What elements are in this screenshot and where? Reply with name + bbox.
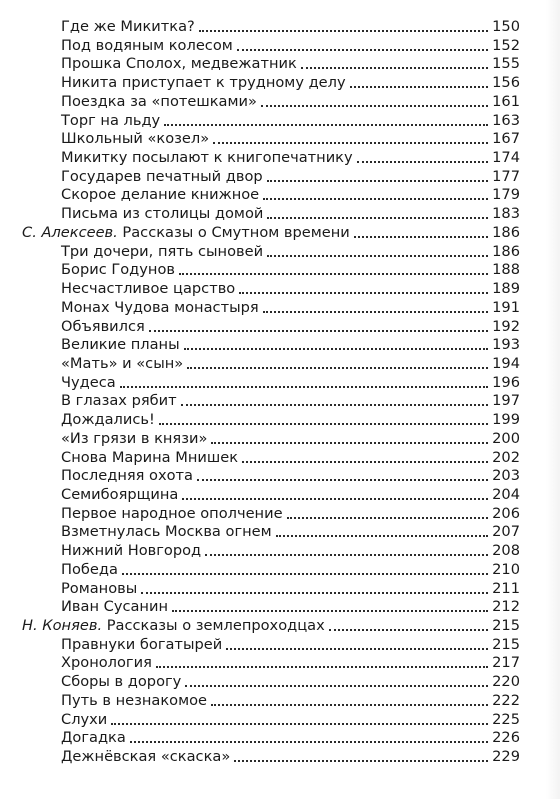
toc-entry-title: Путь в незнакомое [61,691,208,709]
dot-leader [329,629,488,631]
toc-entry [61,17,520,36]
toc-page-number: 193 [492,336,520,354]
toc-page-number: 196 [492,373,520,391]
toc-page-number: 200 [492,429,520,447]
toc-entry-title: Хронология [61,654,152,672]
toc-entry [61,54,520,73]
dot-leader [239,292,488,294]
toc-page-number: 226 [492,729,520,747]
toc-page-number: 191 [492,298,520,316]
toc-entry-title: Иван Сусанин [61,598,169,616]
toc-entry [61,635,520,654]
toc-entry [61,728,520,747]
toc-entry-title: Объявился [61,317,145,335]
toc-entry [61,448,520,467]
toc-entry-title: Романовы [61,579,138,597]
dot-leader [267,255,488,257]
toc-entry [61,597,520,616]
dot-leader [197,479,488,481]
toc-entry [61,541,520,560]
toc-entry [61,242,520,261]
toc-page-number: 207 [492,523,520,541]
toc-entry [61,317,520,336]
dot-leader [181,404,489,406]
dot-leader [267,217,488,219]
dot-leader [237,49,488,51]
toc-entry [61,111,520,130]
toc-entry [61,504,520,523]
dot-leader [205,554,488,556]
toc-entry [61,167,520,186]
toc-entry-title: Нижний Новгород [61,542,202,560]
page-edge-shadow [546,0,560,799]
toc-page-number: 211 [492,579,520,597]
toc-page-number: 174 [492,149,520,167]
dot-leader [187,367,488,369]
toc-entry-title: В глазах рябит [61,392,177,410]
toc-entry [61,335,520,354]
toc-page-number: 186 [492,242,520,260]
toc-page-number: 197 [492,392,520,410]
toc-page-number: 204 [492,486,520,503]
toc-entry-title: Взметнулась Москва огнем [61,523,272,541]
toc-entry-title: Догадка [61,729,126,747]
toc-entry-title: Семибоярщина [61,486,179,503]
toc-page-number: 215 [492,635,520,653]
dot-leader [130,741,488,743]
dot-leader [120,386,488,388]
toc-entry-title: Сборы в дорогу [61,673,182,691]
toc-entry [61,204,520,223]
dot-leader [234,760,488,762]
dot-leader [122,573,488,575]
toc-entry-title: «Из грязи в князи» [61,429,208,447]
dot-leader [242,461,488,463]
toc-page-number: 222 [492,691,520,709]
dot-leader [199,30,488,32]
toc-page-number: 217 [492,654,520,672]
toc-page-number: 161 [492,92,520,110]
toc-section-entry [22,616,520,635]
dot-leader [211,442,488,444]
toc-page-number: 192 [492,317,520,335]
toc-page-number: 212 [492,598,520,616]
toc-entry-title: Монах Чудова монастыря [61,298,259,316]
toc-entry [61,466,520,485]
toc-page-number: 203 [492,467,520,485]
toc-page-number: 177 [492,167,520,185]
toc-entry-title: Где же Микитка? [61,18,195,35]
dot-leader [263,198,488,200]
dot-leader [141,592,488,594]
toc-entry-title: Великие планы [61,336,180,354]
toc-entry [61,373,520,392]
toc-entry [61,391,520,410]
toc-section-title: Рассказы о землепроходцах [102,617,325,635]
toc-entry-title: Несчастливое царство [61,280,236,298]
toc-page-number: 210 [492,560,520,578]
dot-leader [350,86,489,88]
toc-entry-title: Дежнёвская «скаска» [61,748,231,766]
toc-section-entry [22,223,520,242]
toc-entry [61,185,520,204]
toc-page-number: 183 [492,205,520,223]
toc-entry-title [22,616,325,635]
toc-page-number: 206 [492,504,520,522]
toc-entry [61,73,520,92]
toc-entry-title: Под водяным колесом [61,36,233,54]
dot-leader [159,423,488,425]
dot-leader [111,723,488,725]
dot-leader [164,124,488,126]
toc-entry-title: Государев печатный двор [61,167,263,185]
toc-author: С. Алексеев. [22,223,118,241]
toc-entry [61,710,520,729]
dot-leader [301,67,488,69]
toc-page-number: 208 [492,542,520,560]
dot-leader [179,273,488,275]
dot-leader [263,311,489,313]
toc-page-number: 167 [492,130,520,148]
dot-leader [226,648,488,650]
toc-entry-title: Скорое делание книжное [61,186,260,204]
toc-entry-title: Снова Марина Мнишек [61,448,239,466]
toc-entry-title: Первое народное ополчение [61,504,283,522]
toc-page-number: 163 [492,111,520,129]
toc-entry-title: Торг на льду [61,111,161,129]
toc-entry [61,429,520,448]
dot-leader [184,348,489,350]
toc-entry [61,485,520,504]
toc-author: Н. Коняев. [22,617,103,635]
dot-leader [149,330,488,332]
dot-leader [156,666,488,668]
toc-entry [61,148,520,167]
toc-entry [61,579,520,598]
toc-page-number: 194 [492,354,520,372]
toc-entry [61,560,520,579]
dot-leader [172,610,488,612]
toc-entry [61,298,520,317]
toc-entry [61,36,520,55]
toc-entry [61,260,520,279]
toc-entry-title: Прошка Сполох, медвежатник [61,55,297,73]
toc-entry-title: Правнуки богатырей [61,635,223,653]
dot-leader [261,105,488,107]
toc-page-number: 179 [492,186,520,204]
toc-page-number: 156 [492,74,520,92]
toc-entry [61,653,520,672]
toc-entry-title: Дождались! [61,411,155,429]
dot-leader [354,236,488,238]
toc-entry-title: Три дочери, пять сыновей [61,242,264,260]
toc-entry [61,92,520,111]
toc-entry [61,279,520,298]
toc-section-title: Рассказы о Смутном времени [117,223,350,241]
toc-entry-title: Последняя охота [61,467,193,485]
toc-page-number: 186 [492,223,520,241]
dot-leader [182,498,488,500]
toc-page-number: 188 [492,261,520,279]
dot-leader [213,142,488,144]
toc-entry-title: Письма из столицы домой [61,205,264,223]
toc-entry [61,691,520,710]
toc-entry-title: Слухи [61,710,108,728]
toc-page-number: 229 [492,748,520,766]
toc-entry [61,672,520,691]
toc-page-number: 202 [492,448,520,466]
toc-entry-title: Победа [61,560,118,578]
dot-leader [267,180,488,182]
toc-page-number: 225 [492,710,520,728]
toc-entry [61,522,520,541]
toc-entry-title: Борис Годунов [61,261,175,279]
toc-entry-title [22,223,350,242]
dot-leader [276,535,489,537]
toc-entry-title: Микитку посылают к книгопечатнику [61,149,353,167]
toc-entry-title: Школьный «козел» [61,130,210,148]
dot-leader [357,161,489,163]
dot-leader [287,517,489,519]
toc-entry-title: Чудеса [61,373,116,391]
toc-page-number: 189 [492,280,520,298]
toc-page-number: 155 [492,55,520,73]
toc-entry-title: «Мать» и «сын» [61,354,184,372]
toc-page-number: 152 [492,36,520,54]
toc-page-number: 150 [492,18,520,35]
toc-page-number: 220 [492,673,520,691]
toc-entry-title: Никита приступает к трудному делу [61,74,346,92]
toc-entry [61,354,520,373]
toc-page-number: 215 [492,617,520,635]
toc-entry [61,129,520,148]
toc-entry [61,747,520,766]
toc-page-number: 199 [492,411,520,429]
toc-entry-title: Поездка за «потешками» [61,92,257,110]
dot-leader [211,704,488,706]
toc-entry [61,410,520,429]
dot-leader [185,685,488,687]
